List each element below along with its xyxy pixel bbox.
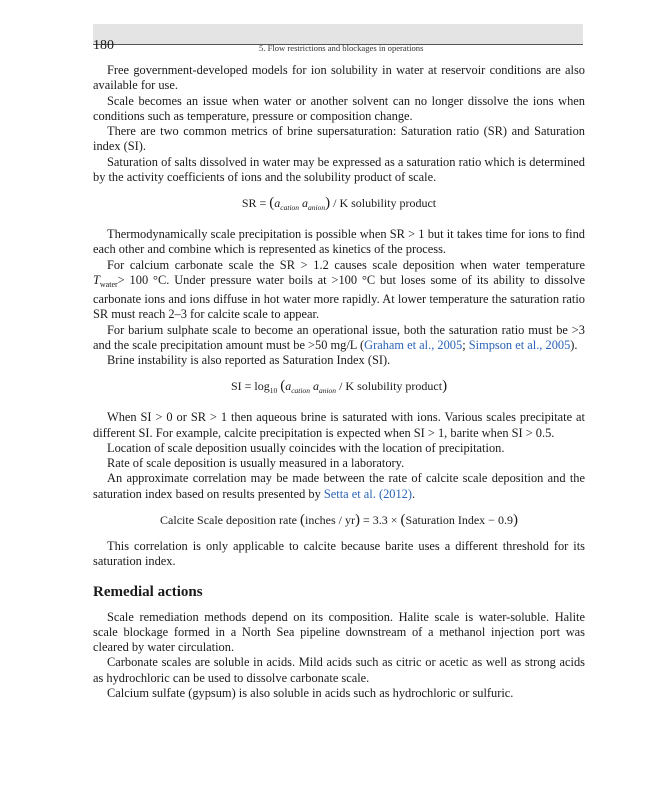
paragraph: Free government-developed models for ion solubility in water at reservoir conditions are also available for use.	[93, 63, 585, 93]
paragraph: Carbonate scales are soluble in acids. Mild acids such as citric or acetic as well as strong acids as hydrochloric can be used to dissolve carbonate scale.	[93, 655, 585, 685]
paragraph: Thermodynamically scale precipitation is possible when SR > 1 but it takes time for ions to find each other and combine which is represented as kinetics of the process.	[93, 227, 585, 257]
paragraph: Rate of scale deposition is usually measured in a laboratory.	[107, 456, 405, 470]
equation-deposition-rate: Calcite Scale deposition rate (inches / yr) = 3.3 × (Saturation Index − 0.9)	[160, 511, 518, 528]
paragraph: Brine instability is also reported as Saturation Index (SI).	[107, 353, 391, 367]
paragraph: This correlation is only applicable to calcite because barite uses a different threshold for its saturation index.	[93, 538, 585, 568]
equation-rhs: / K solubility product	[330, 196, 437, 210]
section-heading: Remedial actions	[93, 584, 203, 601]
paragraph: An approximate correlation may be made between the rate of calcite scale deposition and the saturation index based on results presented by Setta et al. (2012).	[93, 471, 585, 501]
paragraph: Calcium sulfate (gypsum) is also soluble in acids such as hydrochloric or sulfuric.	[107, 685, 514, 700]
paragraph: There are two common metrics of brine supersaturation: Saturation ratio (SR) and Saturation index (SI).	[93, 124, 585, 154]
activity-symbol: a	[274, 196, 281, 210]
equation-saturation-ratio: SR = ($a_{cation}$ $a_{anion}$) / K solubility product	[241, 195, 437, 212]
page-number: 180	[93, 38, 114, 53]
header-band	[93, 24, 583, 44]
body-text	[93, 63, 585, 701]
paragraph: For barium sulphate scale to become an operational issue, both the saturation ratio must be >3 and the scale precipitation amount must be >50 mg/L (Graham et al., 2005; Simpson et al., 2005).	[93, 322, 585, 352]
paragraph: For calcium carbonate scale the SR > 1.2 causes scale deposition when water temperature $T_{water}> 100$ °C. Under pressure water boils at >100 °C but loses some of its ability to dissolve carbonate ions and ions diffuse in hot water more rapidly. At lower temperature the saturation ratio SR must reach 2–3 for calcite scale to appear.	[93, 257, 585, 322]
anion-subscript: anion	[308, 203, 326, 212]
paragraph: Location of scale deposition usually coincides with the location of precipitation.	[107, 440, 505, 455]
equation-saturation-index: SI = $\log_{10} (a_{cation}$ $a_{anion}$ / K solubility product)	[230, 378, 448, 396]
citation-link[interactable]: Setta et al. (2012)	[323, 486, 412, 501]
equation-lhs: SR =	[241, 196, 270, 210]
citation-link[interactable]: Simpson et al., 2005	[468, 337, 571, 352]
activity-symbol: a	[302, 196, 309, 210]
log-base: 10	[269, 386, 278, 396]
paragraph: When SI > 0 or SR > 1 then aqueous brine is saturated with ions. Various scales precipitate at different SI. For example, calcite precipitation is expected when SI > 1, barite when SI > 0.5.	[93, 410, 585, 440]
paragraph: Scale becomes an issue when water or another solvent can no longer dissolve the ions when conditions such as temperature, pressure or composition change.	[93, 93, 585, 123]
running-head: 5. Flow restrictions and blockages in operations	[259, 43, 424, 53]
citation-link[interactable]: Graham et al., 2005	[364, 337, 463, 352]
paragraph: Scale remediation methods depend on its composition. Halite scale is water-soluble. Halite scale blockage formed in a North Sea pipeline downstream of a methanol injection port was cleared by water circulation.	[93, 609, 585, 654]
paragraph: Saturation of salts dissolved in water may be expressed as a saturation ratio which is determined by the activity coefficients of ions and the solubility product of scale.	[93, 154, 585, 184]
cation-subscript: cation	[280, 203, 300, 212]
